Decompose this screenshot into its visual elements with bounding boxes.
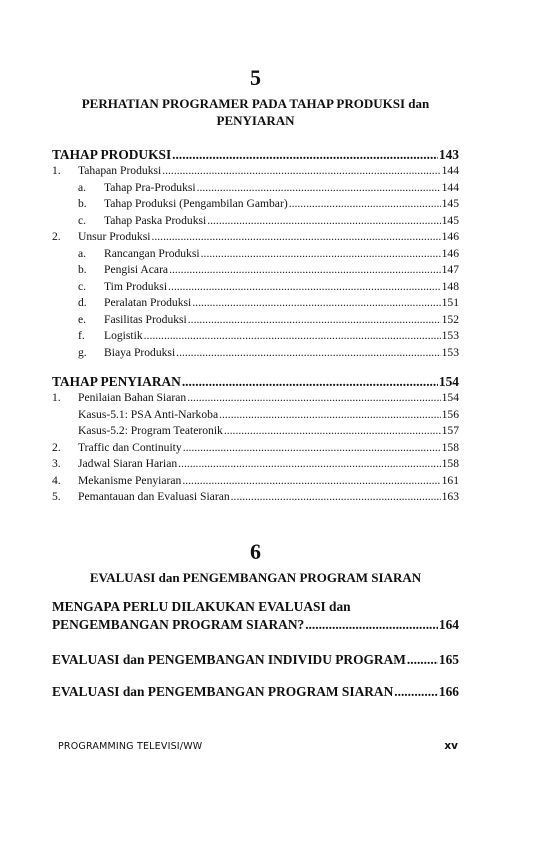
entry-page: 146 (441, 230, 459, 243)
entry-number: 4. (52, 473, 61, 487)
entry-number: c. (78, 213, 87, 227)
chapter-title: EVALUASI dan PENGEMBANGAN PROGRAM SIARAN (89, 570, 422, 585)
leader-dots (183, 440, 441, 457)
entry-label: Unsur Produksi (78, 230, 151, 243)
toc-entry[interactable] (52, 262, 459, 279)
entry-label-line2: PENGEMBANGAN PROGRAM SIARAN? (52, 617, 305, 632)
leader-dots (162, 163, 440, 180)
entry-label: Tim Produksi (104, 279, 168, 293)
entry-number: 1. (52, 164, 61, 177)
footer-title: PROGRAMMING TELEVISI/WW (58, 741, 203, 752)
leader-dots (178, 456, 440, 473)
leader-dots (176, 345, 440, 362)
entry-number: f. (78, 329, 85, 342)
entry-number: 3. (52, 457, 61, 470)
entry-label: Penilaian Bahan Siaran (78, 391, 187, 404)
leader-dots (182, 473, 440, 490)
leader-dots (144, 328, 441, 345)
toc-entry[interactable] (52, 345, 459, 362)
toc-section-produksi (52, 146, 459, 361)
entry-number: e. (78, 312, 87, 326)
entry-page: 145 (441, 213, 459, 227)
entry-number: d. (78, 296, 87, 309)
toc-entry[interactable] (52, 229, 459, 246)
entry-number: c. (78, 279, 87, 293)
toc-entry-individu[interactable] (52, 651, 459, 668)
toc-entry[interactable] (52, 180, 459, 197)
leader-dots (192, 295, 440, 312)
entry-page: 154 (441, 391, 459, 404)
entry-page: 153 (441, 329, 459, 342)
entry-label: Tahapan Produksi (78, 164, 162, 177)
entry-number: 5. (52, 490, 61, 503)
toc-entry[interactable] (52, 328, 459, 345)
toc-section-penyiaran (52, 373, 459, 506)
toc-entry[interactable] (52, 196, 459, 213)
chapter-5-heading (52, 66, 459, 129)
entry-number: 2. (52, 440, 61, 454)
entry-page: 158 (441, 457, 459, 470)
toc-entry[interactable] (52, 295, 459, 312)
leader-dots (197, 180, 441, 197)
leader-dots (201, 246, 441, 263)
chapter-title-line1: PERHATIAN PROGRAMER PADA TAHAP PRODUKSI dan (81, 96, 430, 111)
entry-page: 145 (441, 197, 459, 210)
entry-label: Tahap Pra-Produksi (104, 180, 196, 194)
entry-label: Traffic dan Continuity (78, 440, 182, 454)
entry-label: Rancangan Produksi (104, 246, 200, 260)
toc-entry[interactable] (52, 163, 459, 180)
entry-page: 144 (441, 164, 459, 177)
leader-dots (188, 312, 441, 329)
entry-label: EVALUASI dan PENGEMBANGAN PROGRAM SIARAN (52, 684, 394, 699)
entry-label-line1: MENGAPA PERLU DILAKUKAN EVALUASI dan (52, 599, 351, 614)
leader-dots (169, 262, 441, 279)
entry-number: 1. (52, 391, 61, 404)
entry-page: 165 (438, 652, 459, 667)
entry-number: a. (78, 180, 87, 194)
toc-entry[interactable] (52, 489, 459, 506)
entry-page: 148 (441, 279, 459, 293)
entry-number: g. (78, 345, 87, 359)
entry-page: 152 (441, 312, 459, 326)
toc-entry[interactable] (52, 456, 459, 473)
entry-label: Kasus-5.1: PSA Anti-Narkoba (78, 407, 219, 421)
entry-page: 161 (441, 473, 459, 487)
leader-dots (289, 196, 441, 213)
entry-page: 146 (441, 246, 459, 260)
entry-label: Tahap Produksi (Pengambilan Gambar) (104, 197, 288, 210)
toc-entry[interactable] (52, 407, 459, 424)
section-title: TAHAP PRODUKSI (52, 147, 172, 162)
entry-label: Kasus-5.2: Program Teateronik (78, 424, 223, 437)
entry-label: Logistik (104, 329, 143, 342)
toc-entry[interactable] (52, 440, 459, 457)
entry-page: 158 (441, 440, 459, 454)
entry-number: b. (78, 263, 87, 276)
entry-label: Jadwal Siaran Harian (78, 457, 178, 470)
footer-page-number: xv (444, 740, 458, 752)
toc-entry[interactable] (52, 473, 459, 490)
entry-label: Fasilitas Produksi (104, 312, 187, 326)
toc-section-heading[interactable] (52, 373, 459, 390)
entry-page: 157 (441, 424, 459, 437)
chapter-number: 5 (250, 65, 261, 90)
entry-label: Mekanisme Penyiaran (78, 473, 182, 487)
toc-entry[interactable] (52, 279, 459, 296)
entry-page: 166 (438, 684, 459, 699)
toc-entry[interactable] (52, 390, 459, 407)
entry-label: Tahap Paska Produksi (104, 213, 207, 227)
entry-label: Pemantauan dan Evaluasi Siaran (78, 490, 230, 503)
toc-entry-mengapa[interactable] (52, 598, 459, 634)
entry-number: 2. (52, 230, 61, 243)
section-page: 154 (438, 374, 459, 389)
toc-section-heading[interactable] (52, 146, 459, 163)
entry-label: Pengisi Acara (104, 263, 169, 276)
leader-dots (151, 229, 440, 246)
chapter-title-line2: PENYIARAN (216, 113, 295, 128)
entry-page: 151 (441, 296, 459, 309)
entry-page: 164 (438, 617, 459, 632)
leader-dots (168, 279, 441, 296)
entry-number: a. (78, 246, 87, 260)
leader-dots (187, 390, 440, 407)
toc-entry[interactable] (52, 213, 459, 230)
entry-page: 144 (441, 180, 459, 194)
leader-dots (224, 423, 441, 440)
entry-page: 156 (441, 407, 459, 421)
entry-page: 147 (441, 263, 459, 276)
leader-dots (219, 407, 441, 424)
entry-number: b. (78, 197, 87, 210)
entry-page: 163 (441, 490, 459, 503)
leader-dots (207, 213, 440, 230)
section-page: 143 (438, 147, 459, 162)
entry-label: Peralatan Produksi (104, 296, 192, 309)
entry-page: 153 (441, 345, 459, 359)
toc-entry[interactable] (52, 312, 459, 329)
section-title: TAHAP PENYIARAN (52, 374, 181, 389)
leader-dots (231, 489, 441, 506)
chapter-6-heading (52, 540, 459, 586)
chapter-number: 6 (250, 539, 261, 564)
entry-label: Biaya Produksi (104, 345, 176, 359)
toc-entry[interactable] (52, 423, 459, 440)
toc-entry[interactable] (52, 246, 459, 263)
toc-entry-program-siaran[interactable] (52, 683, 459, 700)
entry-label: EVALUASI dan PENGEMBANGAN INDIVIDU PROGRAM (52, 652, 406, 667)
